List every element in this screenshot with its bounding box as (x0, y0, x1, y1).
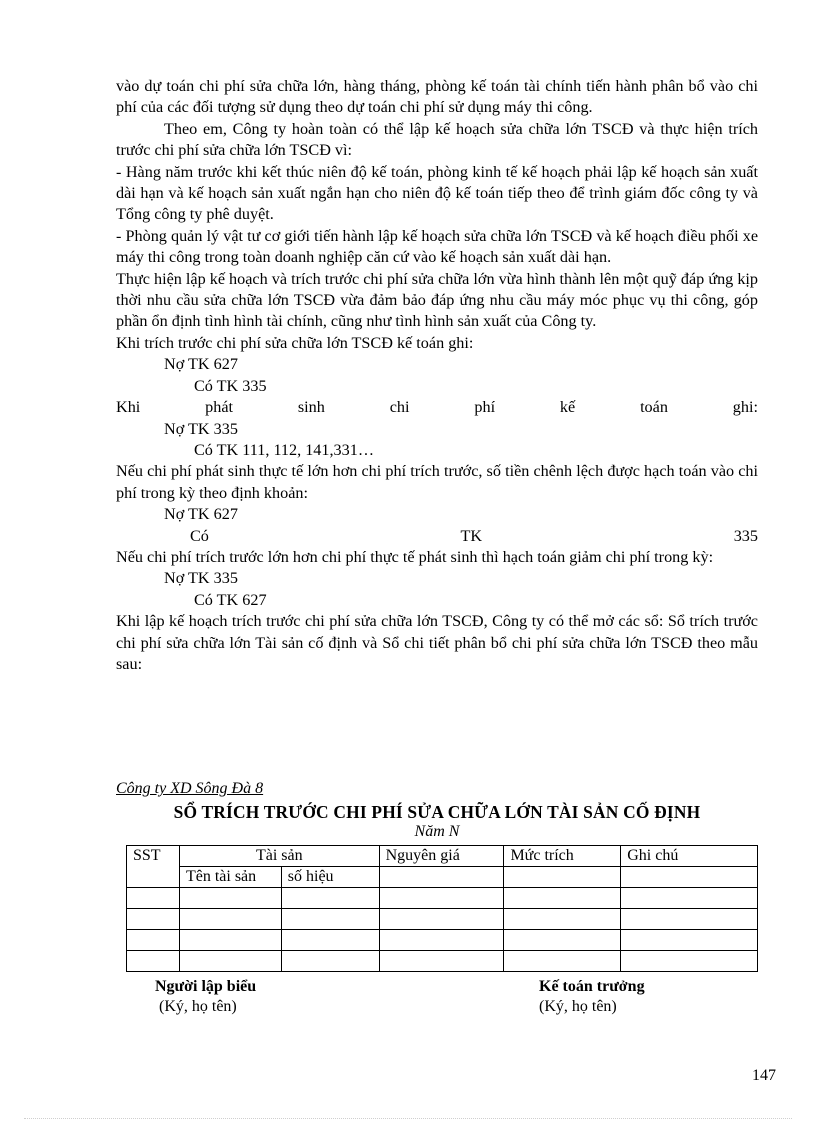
table-cell (179, 951, 281, 972)
table-cell (379, 951, 504, 972)
paragraph-3: - Hàng năm trước khi kết thúc niên độ kế toán, phòng kinh tế kế hoạch phải lập kế hoạch sản xuất dài hạn và kế hoạch sản xuất ngắn hạn cho niên độ kế toán tiếp theo để trình giám đốc công ty và Tổng công ty phê duyệt. (116, 162, 758, 224)
table-cell (504, 867, 621, 888)
table-header-row (127, 846, 758, 867)
table-cell (504, 888, 621, 909)
table-cell (179, 930, 281, 951)
body-text (116, 76, 758, 675)
table-cell (281, 951, 379, 972)
chief-accountant-note: (Ký, họ tên) (539, 998, 617, 1015)
table-cell (127, 888, 180, 909)
credit-word: TK (460, 526, 483, 545)
header-cost: Nguyên giá (379, 846, 504, 867)
table-cell (504, 909, 621, 930)
table-cell (621, 888, 758, 909)
arising-word: ghi: (732, 398, 758, 417)
header-rate: Mức trích (504, 846, 621, 867)
table-cell (621, 909, 758, 930)
entry-3-credit (116, 526, 758, 547)
page-number: 147 (752, 1067, 776, 1084)
entry-2-credit: Có TK 111, 112, 141,331… (194, 440, 375, 459)
table-cell (127, 930, 180, 951)
table-cell (127, 909, 180, 930)
table-cell (281, 930, 379, 951)
table-cell (621, 867, 758, 888)
table-cell (127, 951, 180, 972)
table-row (127, 888, 758, 909)
form-subtitle: Năm N (414, 823, 460, 840)
table-row (127, 951, 758, 972)
table-cell (281, 888, 379, 909)
arising-word: phát (205, 398, 234, 417)
header-asset: Tài sản (179, 846, 379, 867)
table-cell (281, 909, 379, 930)
paragraph-9: Khi lập kế hoạch trích trước chi phí sửa chữa lớn TSCĐ, Công ty có thể mở các sổ: Sổ trích trước chi phí sửa chữa lớn Tài sản cố định và Sổ chi tiết phân bổ chi phí sửa chữa lớn TSCĐ theo mẫu sau: (116, 612, 758, 673)
signature-preparer (155, 978, 256, 1016)
table-cell (504, 930, 621, 951)
entry-2-debit: Nợ TK 335 (164, 419, 238, 438)
company-name: Công ty XD Sông Đà 8 (116, 780, 264, 797)
header-note: Ghi chú (621, 846, 758, 867)
paragraph-5: Thực hiện lập kế hoạch và trích trước chi phí sửa chữa lớn vừa hình thành lên một quỹ đáp ứng kịp thời nhu cầu sửa chữa lớn TSCĐ vừa đảm bảo đáp ứng nhu cầu máy móc phục vụ thi công, góp phần ổn định tình hình tài chính, cũng như tình hình sản xuất của Công ty. (116, 269, 759, 331)
paragraph-8: Nếu chi phí trích trước lớn hơn chi phí thực tế phát sinh thì hạch toán giảm chi phí trong kỳ: (116, 547, 714, 566)
table-cell (379, 888, 504, 909)
entry-4-credit: Có TK 627 (194, 590, 267, 609)
table-cell (621, 951, 758, 972)
table-cell (179, 909, 281, 930)
preparer-title: Người lập biểu (155, 978, 257, 995)
paragraph-4: - Phòng quản lý vật tư cơ giới tiến hành lập kế hoạch sửa chữa lớn TSCĐ và kế hoạch điều phối xe máy thi công trong toàn doanh nghiệp căn cứ vào kế hoạch sản xuất dài hạn. (116, 226, 758, 267)
entry-4-debit: Nợ TK 335 (164, 569, 238, 588)
credit-word: 335 (733, 526, 758, 545)
entry-3-debit: Nợ TK 627 (164, 505, 238, 524)
table-cell (379, 909, 504, 930)
header-asset-name: Tên tài sản (179, 867, 281, 888)
entry-1-credit: Có TK 335 (194, 376, 267, 395)
table-row (127, 930, 758, 951)
arising-word: toán (640, 398, 668, 417)
header-sst: SST (127, 846, 180, 888)
table-subheader-row (127, 867, 758, 888)
table-cell (379, 867, 504, 888)
header-asset-code: số hiệu (281, 867, 379, 888)
paragraph-7: Nếu chi phí phát sinh thực tế lớn hơn chi phí trích trước, số tiền chênh lệch được hạch toán vào chi phí trong kỳ theo định khoản: (116, 462, 758, 502)
paragraph-1: vào dự toán chi phí sửa chữa lớn, hàng tháng, phòng kế toán tài chính tiến hành phân bổ vào chi phí của các đối tượng sử dụng theo dự toán chi phí sử dụng máy thi công. (116, 77, 758, 117)
form-title: SỔ TRÍCH TRƯỚC CHI PHÍ SỬA CHỮA LỚN TÀI SẢN CỐ ĐỊNH (173, 802, 701, 822)
ledger-table (126, 845, 758, 972)
table-cell (621, 930, 758, 951)
paragraph-2: Theo em, Công ty hoàn toàn có thể lập kế hoạch sửa chữa lớn TSCĐ và thực hiện trích trước chi phí sửa chữa lớn TSCĐ vì: (116, 119, 758, 160)
table-row (127, 909, 758, 930)
arising-word: sinh (297, 398, 325, 417)
chief-accountant-title: Kế toán trưởng (539, 978, 645, 995)
table-cell (504, 951, 621, 972)
table-cell (179, 888, 281, 909)
paragraph-6: Khi trích trước chi phí sửa chữa lớn TSCĐ kế toán ghi: (116, 333, 474, 352)
arising-word: kế (559, 398, 576, 417)
signature-chief-accountant (539, 978, 645, 1016)
entry-1-debit: Nợ TK 627 (164, 355, 238, 374)
credit-word: Có (190, 526, 209, 545)
arising-word: phí (474, 398, 496, 417)
arising-word: chi (389, 398, 410, 417)
page-bottom-divider (24, 1118, 792, 1119)
preparer-note: (Ký, họ tên) (159, 998, 237, 1015)
arising-line (116, 397, 758, 418)
table-cell (379, 930, 504, 951)
arising-word: Khi (116, 398, 141, 417)
